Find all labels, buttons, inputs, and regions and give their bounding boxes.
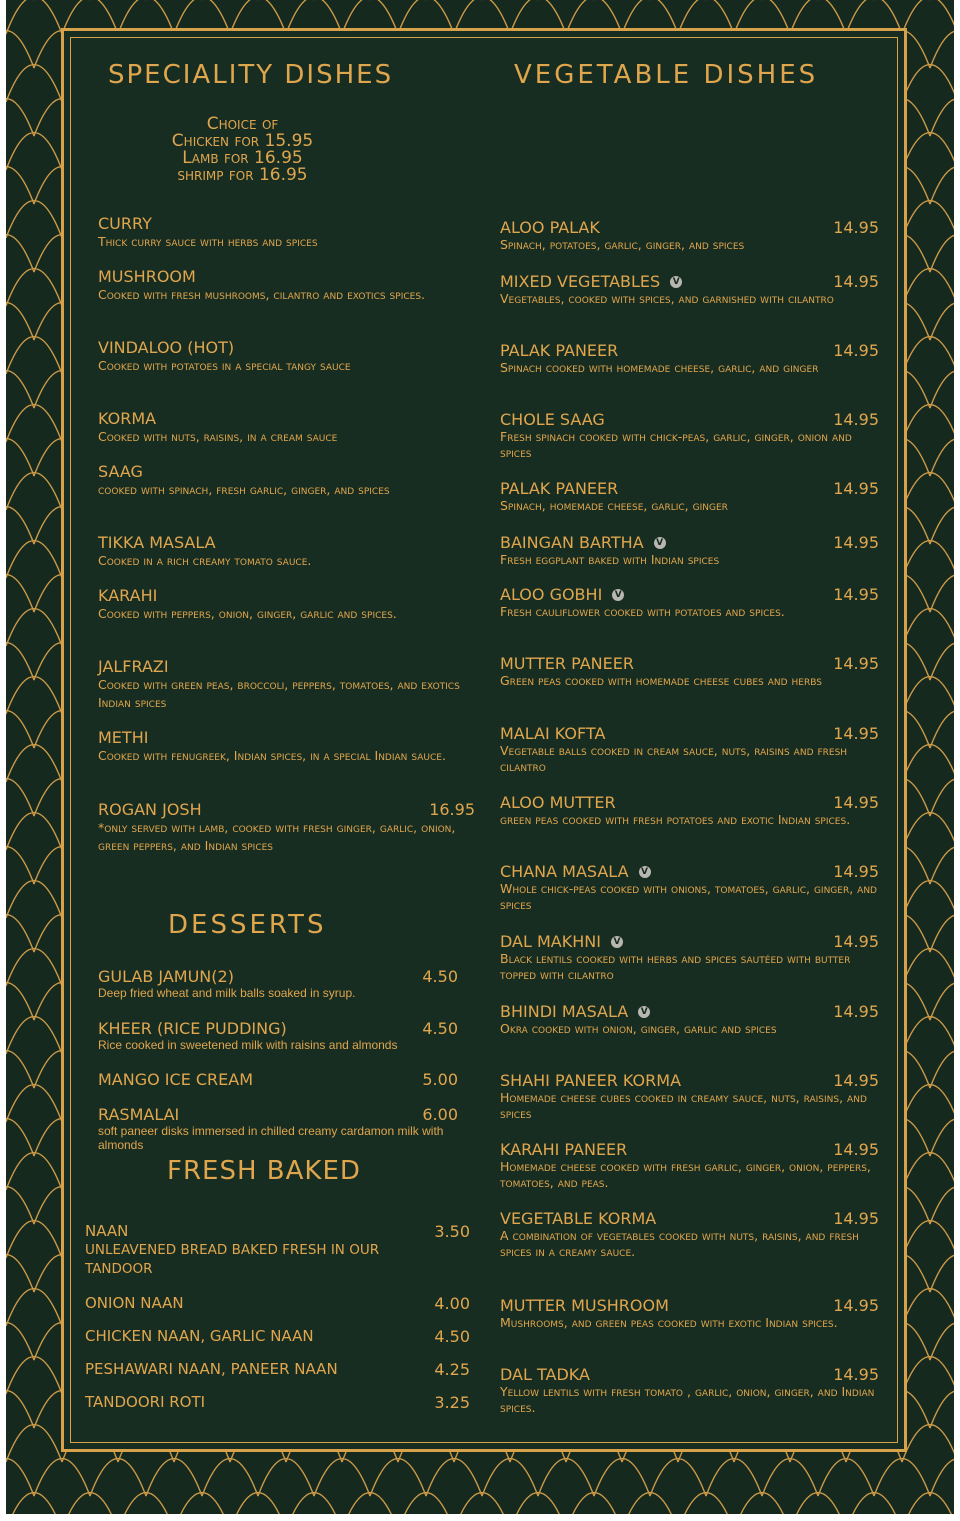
item-description: Spinach, homemade cheese, garlic, ginger — [500, 498, 728, 513]
item-description: UNLEAVENED BREAD BAKED FRESH IN OUR TANDOOR — [85, 1242, 380, 1277]
item-description: Cooked with nuts, raisins, in a cream sauce — [98, 429, 338, 444]
item-description: Yellow lentils with fresh tomato , garlic, onion, ginger, and Indian spices. — [500, 1384, 875, 1415]
item-price: 14.95 — [833, 654, 879, 673]
vegan-badge-icon: V — [639, 866, 651, 878]
item-name-row — [98, 409, 478, 428]
item-price: 14.95 — [833, 218, 879, 237]
item-description: Black lentils cooked with herbs and spices sautéed with butter topped with cilantro — [500, 951, 851, 982]
vegetable-dishes-title: VEGETABLE DISHES — [514, 60, 819, 90]
menu-item — [98, 800, 478, 855]
item-description: Spinach cooked with homemade cheese, garlic, and ginger — [500, 360, 819, 375]
item-name: PALAK PANEER — [500, 341, 619, 360]
menu-item — [500, 654, 880, 689]
item-name: GULAB JAMUN(2) — [98, 967, 234, 986]
item-description: Cooked in a rich creamy tomato sauce. — [98, 553, 312, 568]
item-description: Thick curry sauce with herbs and spices — [98, 234, 318, 249]
menu-item — [98, 409, 478, 446]
item-price: 4.00 — [434, 1294, 470, 1313]
item-name: DAL MAKHNI — [500, 932, 601, 951]
menu-item — [98, 1070, 468, 1089]
item-price: 5.00 — [422, 1070, 458, 1089]
item-price: 14.95 — [833, 724, 879, 743]
menu-item — [85, 1360, 470, 1379]
item-name: KARAHI PANEER — [500, 1140, 628, 1159]
item-name-row — [98, 338, 478, 357]
item-price: 14.95 — [833, 1002, 879, 1021]
item-name: NAAN — [85, 1222, 129, 1240]
item-name: KORMA — [98, 409, 157, 428]
item-name: DAL TADKA — [500, 1365, 590, 1384]
item-name: JALFRAZI — [98, 657, 169, 676]
menu-item — [500, 1209, 880, 1260]
menu-item — [500, 932, 880, 983]
item-description: Cooked with fenugreek, Indian spices, in a special Indian sauce. — [98, 748, 446, 763]
item-price: 14.95 — [833, 1365, 879, 1384]
item-name: MALAI KOFTA — [500, 724, 606, 743]
menu-item — [500, 410, 880, 461]
item-name-row — [98, 728, 478, 747]
item-description: Rice cooked in sweetened milk with raisins and almonds — [98, 1038, 398, 1052]
item-description: soft paneer disks immersed in chilled creamy cardamon milk with almonds — [98, 1124, 444, 1152]
item-name-row — [98, 214, 478, 233]
item-name: ALOO PALAK — [500, 218, 600, 237]
vegan-badge-icon: V — [612, 589, 624, 601]
menu-item — [500, 1296, 880, 1331]
item-price: 14.95 — [833, 585, 879, 604]
item-description: Cooked with fresh mushrooms, cilantro and exotics spices. — [98, 287, 426, 302]
item-price: 4.25 — [434, 1360, 470, 1379]
item-name: CURRY — [98, 214, 152, 233]
item-description: Okra cooked with onion, ginger, garlic and spices — [500, 1021, 777, 1036]
item-description: Spinach, potatoes, garlic, ginger, and spices — [500, 237, 745, 252]
item-price: 14.95 — [833, 793, 879, 812]
item-description: *only served with lamb, cooked with fresh ginger, garlic, onion, green peppers, and Indian spices — [98, 820, 456, 853]
item-description: Homemade cheese cooked with fresh garlic, ginger, onion, peppers, tomatoes, and peas. — [500, 1159, 871, 1190]
item-name-row — [98, 533, 478, 552]
item-name: MUTTER PANEER — [500, 654, 634, 673]
item-name: RASMALAI — [98, 1105, 180, 1124]
menu-item — [98, 1019, 468, 1052]
menu-item — [500, 862, 880, 913]
item-price: 3.50 — [434, 1222, 470, 1241]
menu-item — [98, 267, 478, 304]
menu-item — [98, 657, 478, 712]
menu-item — [500, 1071, 880, 1122]
item-description: green peas cooked with fresh potatoes and exotic Indian spices. — [500, 812, 851, 827]
menu-item — [98, 728, 478, 765]
item-name: ONION NAAN — [85, 1294, 184, 1312]
menu-item — [500, 218, 880, 253]
menu-item — [500, 1365, 880, 1416]
item-price: 14.95 — [833, 862, 879, 881]
item-name: BAINGAN BARTHA — [500, 533, 644, 552]
menu-item — [500, 793, 880, 828]
item-name: MUSHROOM — [98, 267, 196, 286]
menu-item — [500, 479, 880, 514]
item-name: MANGO ICE CREAM — [98, 1070, 254, 1089]
menu-item — [500, 533, 880, 568]
item-price: 4.50 — [422, 967, 458, 986]
menu-item — [500, 272, 880, 307]
item-description: Vegetable balls cooked in cream sauce, nuts, raisins and fresh cilantro — [500, 743, 848, 774]
item-name: VEGETABLE KORMA — [500, 1209, 657, 1228]
vegan-badge-icon: V — [638, 1006, 650, 1018]
item-name: KHEER (RICE PUDDING) — [98, 1019, 287, 1038]
item-description: Homemade cheese cubes cooked in creamy sauce, nuts, raisins, and spices — [500, 1090, 867, 1121]
choice-line-2: Chicken for 15.95 — [171, 131, 314, 151]
item-name: ROGAN JOSH — [98, 800, 202, 819]
vegan-badge-icon: V — [611, 936, 623, 948]
choice-line-1: Choice of — [206, 114, 279, 134]
item-price: 14.95 — [833, 932, 879, 951]
item-price: 14.95 — [833, 533, 879, 552]
item-name: CHICKEN NAAN, GARLIC NAAN — [85, 1327, 314, 1345]
item-price: 14.95 — [833, 1140, 879, 1159]
menu-item — [98, 214, 478, 251]
item-description: cooked with spinach, fresh garlic, ginger, and spices — [98, 482, 390, 497]
item-price: 14.95 — [833, 272, 879, 291]
choice-line-4: shrimp for 16.95 — [177, 165, 308, 185]
menu-item — [500, 341, 880, 376]
item-price: 16.95 — [429, 800, 475, 819]
desserts-title: DESSERTS — [168, 910, 327, 940]
item-price: 14.95 — [833, 1209, 879, 1228]
item-description: Whole chick-peas cooked with onions, tomatoes, garlic, ginger, and spices — [500, 881, 877, 912]
item-price: 14.95 — [833, 410, 879, 429]
item-description: Cooked with peppers, onion, ginger, garlic and spices. — [98, 606, 397, 621]
item-name: METHI — [98, 728, 149, 747]
menu-item — [85, 1327, 470, 1346]
item-price: 14.95 — [833, 341, 879, 360]
menu-item — [500, 1002, 880, 1037]
item-description: A combination of vegetables cooked with nuts, raisins, and fresh spices in a creamy sauce. — [500, 1228, 859, 1259]
item-name: BHINDI MASALA — [500, 1002, 629, 1021]
item-name: MUTTER MUSHROOM — [500, 1296, 669, 1315]
item-description: Green peas cooked with homemade cheese cubes and herbs — [500, 673, 822, 688]
item-description: Cooked with potatoes in a special tangy sauce — [98, 358, 351, 373]
menu-item — [500, 724, 880, 775]
item-description: Fresh eggplant baked with Indian spices — [500, 552, 720, 567]
item-name: SHAHI PANEER KORMA — [500, 1071, 682, 1090]
item-name: SAAG — [98, 462, 143, 481]
item-name-row — [98, 657, 478, 676]
menu-item — [500, 1140, 880, 1191]
menu-item — [500, 585, 880, 620]
item-name: VINDALOO (HOT) — [98, 338, 235, 357]
item-price: 14.95 — [833, 1071, 879, 1090]
item-name-row — [98, 267, 478, 286]
speciality-dishes-title: SPECIALITY DISHES — [108, 60, 394, 90]
item-description: Fresh spinach cooked with chick-peas, garlic, ginger, onion and spices — [500, 429, 852, 460]
item-name: KARAHI — [98, 586, 158, 605]
choice-line-3: Lamb for 16.95 — [182, 148, 303, 168]
item-name: ALOO GOBHI — [500, 585, 603, 604]
menu-item — [85, 1222, 470, 1279]
item-name: TANDOORI ROTI — [85, 1393, 206, 1411]
item-price: 14.95 — [833, 479, 879, 498]
item-name-row — [98, 462, 478, 481]
item-price: 4.50 — [422, 1019, 458, 1038]
menu-item — [98, 586, 478, 623]
item-name-row — [98, 586, 478, 605]
item-price: 6.00 — [422, 1105, 458, 1124]
menu-item — [85, 1393, 470, 1412]
item-name: CHOLE SAAG — [500, 410, 605, 429]
item-description: Fresh cauliflower cooked with potatoes and spices. — [500, 604, 785, 619]
item-description: Cooked with green peas, broccoli, peppers, tomatoes, and exotics Indian spices — [98, 677, 460, 710]
item-description: Vegetables, cooked with spices, and garnished with cilantro — [500, 291, 834, 306]
item-price: 4.50 — [434, 1327, 470, 1346]
item-name: PALAK PANEER — [500, 479, 619, 498]
item-price: 14.95 — [833, 1296, 879, 1315]
fresh-baked-title: FRESH BAKED — [167, 1156, 361, 1186]
menu-item — [98, 462, 478, 499]
item-name: CHANA MASALA — [500, 862, 629, 881]
item-name: PESHAWARI NAAN, PANEER NAAN — [85, 1360, 338, 1378]
item-name: MIXED VEGETABLES — [500, 272, 661, 291]
menu-item — [98, 967, 468, 1000]
vegan-badge-icon: V — [654, 537, 666, 549]
menu-item — [98, 533, 478, 570]
menu-item — [85, 1294, 470, 1313]
item-description: Deep fried wheat and milk balls soaked in syrup. — [98, 986, 356, 1000]
menu-item — [98, 338, 478, 375]
item-description: Mushrooms, and green peas cooked with exotic Indian spices. — [500, 1315, 838, 1330]
item-name: TIKKA MASALA — [98, 533, 216, 552]
menu-item — [98, 1105, 468, 1152]
item-name: ALOO MUTTER — [500, 793, 616, 812]
vegan-badge-icon: V — [670, 276, 682, 288]
item-price: 3.25 — [434, 1393, 470, 1412]
